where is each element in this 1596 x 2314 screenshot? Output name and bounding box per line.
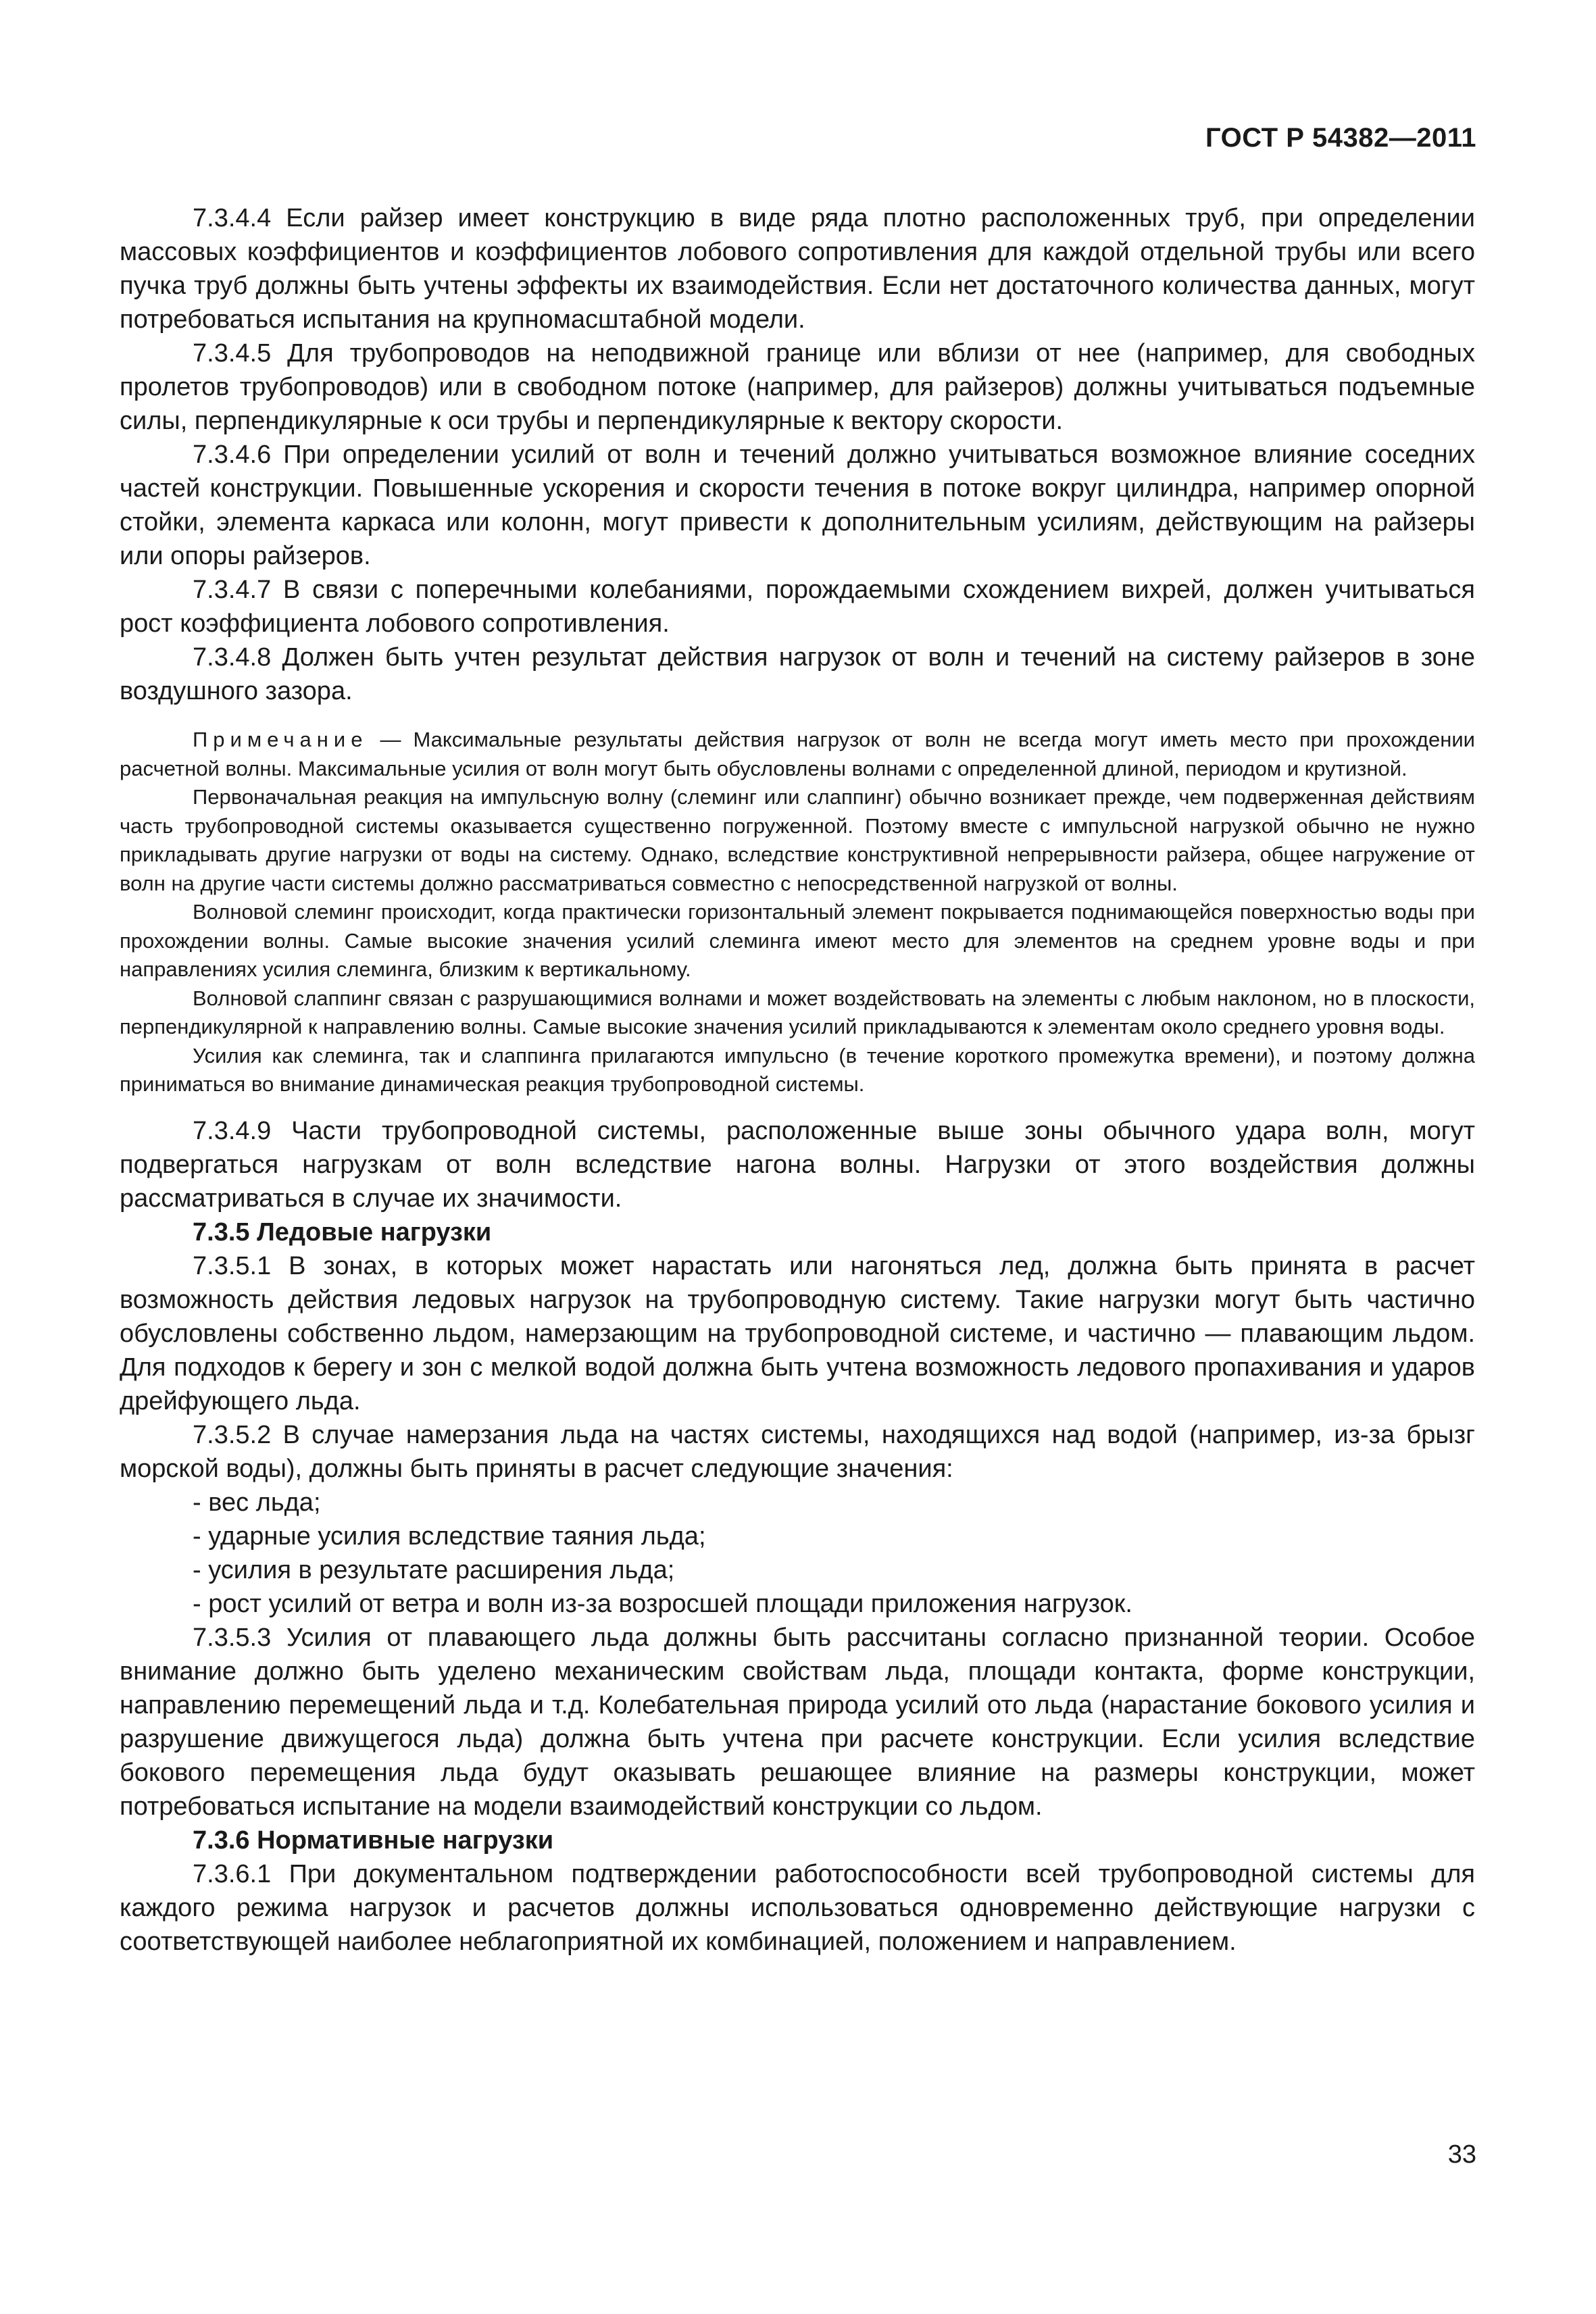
note-paragraph: Первоначальная реакция на импульсную волну (слеминг или слаппинг) обычно возникает прежде, чем подверженная действиям часть трубопроводной системы оказывается существенно погруженной. Поэтому вместе с импульсной нагрузкой обычно не нужно прикладывать другие нагрузки от воды на систему. Однако, вследствие конструктивной непрерывности райзера, общее нагружение от волн на другие части системы должно рассматриваться совместно с непосредственной нагрузкой от волны. [120,785,1475,895]
paragraph-7-3-4-7: 7.3.4.7 В связи с поперечными колебаниями, порождаемыми схождением вихрей, должен учитываться рост коэффициента лобового сопротивления. [120,576,1475,638]
section-heading-7-3-5: 7.3.5 Ледовые нагрузки [193,1217,492,1247]
paragraph-7-3-5-3: 7.3.5.3 Усилия от плавающего льда должны быть рассчитаны согласно признанной теории. Особое внимание должно быть уделено механическим свойствам льда, площади контакта, форме конструкции, направлению перемещений льда и т.д. Колебательная природа усилий ото льда (нарастание бокового усилия и разрушение движущегося льда) должна быть учтена при расчете конструкции. Если усилия вследствие бокового перемещения льда будут оказывать решающее влияние на размеры конструкции, может потребоваться испытание на модели взаимодействий конструкции со льдом. [120,1623,1475,1821]
note-first-paragraph [120,726,1475,783]
paragraph-7-3-5-2: 7.3.5.2 В случае намерзания льда на частях системы, находящихся над водой (например, из-за брызг морской воды), должны быть приняты в расчет следующие значения: [120,1420,1475,1483]
page-content [120,201,1475,1959]
note-paragraph: Волновой слеминг происходит, когда практически горизонтальный элемент покрывается поднимающейся поверхностью воды при прохождении волны. Самые высокие значения усилий слеминга имеют место для элементов на среднем уровне воды и при направлениях усилия слеминга, близким к вертикальному. [120,900,1475,981]
note-paragraph: Усилия как слеминга, так и слаппинга прилагаются импульсно (в течение короткого промежутка времени), и поэтому должна приниматься во внимание динамическая реакция трубопроводной системы. [120,1043,1475,1096]
page-number: 33 [1447,2140,1476,2169]
list-item: - вес льда; [193,1488,321,1517]
note-paragraph: Волновой слаппинг связан с разрушающимися волнами и может воздействовать на элементы с любым наклоном, но в плоскости, перпендикулярной к направлению волны. Самые высокие значения усилий прикладываются к элементам около среднего уровня воды. [120,986,1475,1038]
paragraph-7-3-4-4: 7.3.4.4 Если райзер имеет конструкцию в виде ряда плотно расположенных труб, при определении массовых коэффициентов и коэффициентов лобового сопротивления для каждой отдельной трубы или всего пучка труб должны быть учтены эффекты их взаимодействия. Если нет достаточного количества данных, могут потребоваться испытания на крупномасштабной модели. [120,204,1475,334]
list-item: - ударные усилия вследствие таяния льда; [193,1521,706,1551]
note-first-text: — Максимальные результаты действия нагрузок от волн не всегда могут иметь место при прохождении расчетной волны. Максимальные усилия от волн могут быть обусловлены волнами с определенной длиной, периодом и крутизной. [120,728,1475,780]
document-code-header: ГОСТ Р 54382—2011 [1205,123,1476,153]
section-heading-7-3-6: 7.3.6 Нормативные нагрузки [193,1826,554,1855]
paragraph-7-3-5-1: 7.3.5.1 В зонах, в которых может нарастать или нагоняться лед, должна быть принята в расчет возможность действия ледовых нагрузок на трубопроводную систему. Такие нагрузки могут быть частично обусловлены собственно льдом, намерзающим на трубопроводной системе, и частично — плавающим льдом. Для подходов к берегу и зон с мелкой водой должна быть учтена возможность ледового пропахивания и ударов дрейфующего льда. [120,1251,1475,1415]
list-item: - усилия в результате расширения льда; [193,1555,675,1584]
paragraph-7-3-4-9: 7.3.4.9 Части трубопроводной системы, расположенные выше зоны обычного удара волн, могут подвергаться нагрузкам от волн вследствие нагона волны. Нагрузки от этого воздействия должны рассматриваться в случае их значимости. [120,1116,1475,1213]
paragraph-7-3-4-8: 7.3.4.8 Должен быть учтен результат действия нагрузок от волн и течений на систему райзеров в зоне воздушного зазора. [120,643,1475,705]
list-item: - рост усилий от ветра и волн из-за возросшей площади приложения нагрузок. [193,1589,1132,1618]
note-block [120,726,1475,1099]
note-label: Примечание [193,728,368,751]
paragraph-7-3-6-1: 7.3.6.1 При документальном подтверждении работоспособности всей трубопроводной системы для каждого режима нагрузок и расчетов должны использоваться одновременно действующие нагрузки с соответствующей наиболее неблагоприятной их комбинацией, положением и направлением. [120,1859,1475,1956]
paragraph-7-3-4-5: 7.3.4.5 Для трубопроводов на неподвижной границе или вблизи от нее (например, для свободных пролетов трубопроводов) или в свободном потоке (например, для райзеров) должны учитываться подъемные силы, перпендикулярные к оси трубы и перпендикулярные к вектору скорости. [120,339,1475,435]
paragraph-7-3-4-6: 7.3.4.6 При определении усилий от волн и течений должно учитываться возможное влияние соседних частей конструкции. Повышенные ускорения и скорости течения в потоке вокруг цилиндра, например опорной стойки, элемента каркаса или колонн, могут привести к дополнительным усилиям, действующим на райзеры или опоры райзеров. [120,441,1475,570]
